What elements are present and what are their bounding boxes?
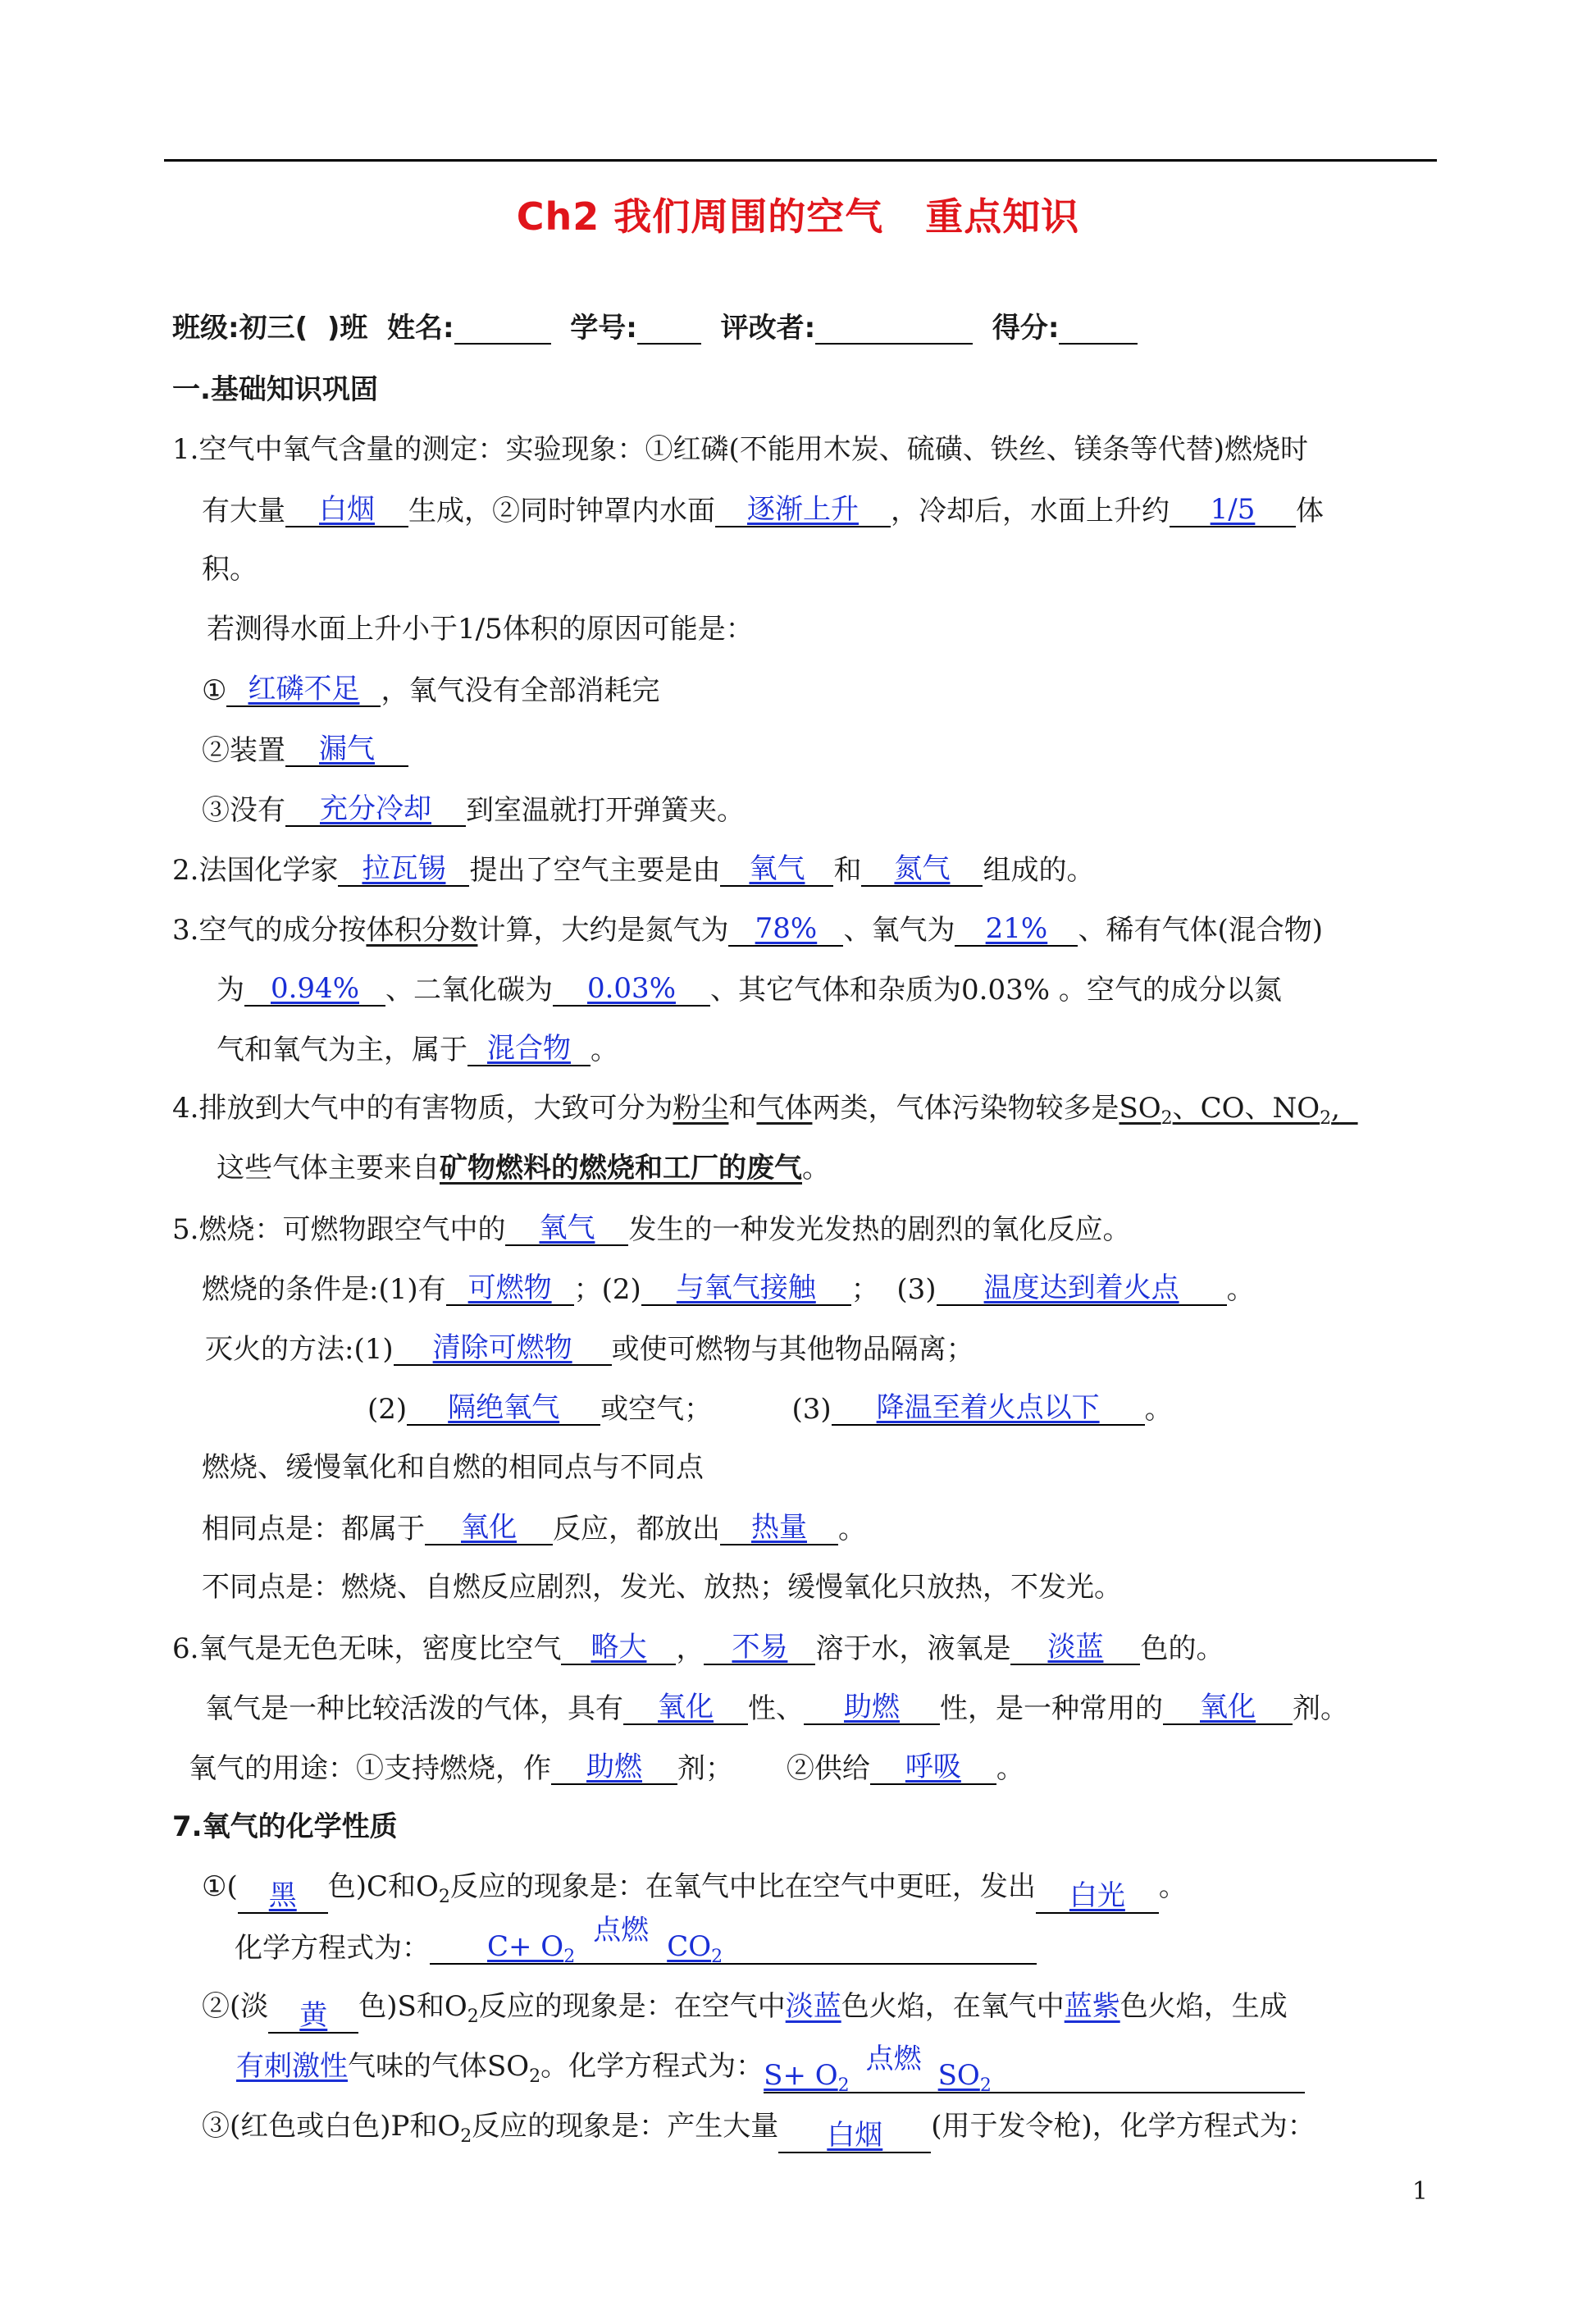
answer: 温度达到着火点 <box>983 1271 1179 1304</box>
q7-line-3: ②(淡 黄 色)S和$O_2$反应的现象是：在空气中淡蓝色火焰，在氧气中蓝紫色火焰，生成 <box>202 1990 1288 2032</box>
q1-line-3: 积。 <box>202 553 258 586</box>
q4-line-2: 这些气体主要来自矿物燃料的燃烧和工厂的废气。 <box>217 1152 830 1185</box>
answer: 1/5 <box>1210 493 1256 526</box>
answer: 降温至着火点以下 <box>876 1391 1100 1424</box>
answer: 略大 <box>591 1631 647 1664</box>
answer: 氧气 <box>539 1212 595 1244</box>
student-id-blank[interactable] <box>637 310 701 345</box>
name-blank[interactable] <box>454 310 551 345</box>
q7-line-1: ①( 黑 色)C和$O_2$反应的现象是：在氧气中比在空气中更旺，发出 白光 。 <box>202 1870 1187 1912</box>
q3-line-3: 气和氧气为主，属于 混合物 。 <box>217 1032 618 1066</box>
q5-line-6: 相同点是：都属于 氧化 反应，都放出 热量 。 <box>202 1511 866 1545</box>
answer: 0.94% <box>270 972 359 1005</box>
top-rule <box>164 159 1437 162</box>
page-number: 1 <box>1411 2177 1428 2206</box>
section-heading: 一.基础知识巩固 <box>172 373 378 406</box>
answer: 拉瓦锡 <box>362 852 446 885</box>
q1-line-6: ②装置 漏气 <box>202 733 408 767</box>
answer: 与氧气接触 <box>676 1271 816 1304</box>
answer: 不易 <box>732 1631 788 1664</box>
answer: 白烟 <box>827 2118 883 2152</box>
answer: 21% <box>985 912 1048 945</box>
answer: 充分冷却 <box>320 792 431 825</box>
answer: 氧化 <box>461 1511 517 1544</box>
answer: 氧化 <box>658 1691 714 1723</box>
q3-line-1: 3.空气的成分按体积分数计算，大约是氮气为 78% 、氧气为 21% 、稀有气体(混合物) <box>172 912 1323 947</box>
answer: 黄 <box>299 1998 328 2032</box>
q1-line-5: ① 红磷不足 ，氧气没有全部消耗完 <box>202 673 660 707</box>
answer: 78% <box>755 912 818 945</box>
q1-line-7: ③没有 充分冷却 到室温就打开弹簧夹。 <box>202 792 745 827</box>
answer: 混合物 <box>487 1032 571 1065</box>
answer: 漏气 <box>319 733 375 765</box>
q5-line-4: (2) 隔绝氧气 或空气； (3) 降温至着火点以下 。 <box>367 1391 1173 1426</box>
answer: 白光 <box>1069 1879 1125 1912</box>
answer: 呼吸 <box>905 1751 961 1783</box>
q7-line-5: ③(红色或白色)P和$O_2$反应的现象是：产生大量 白烟 (用于发令枪)，化学方程式为： <box>202 2110 1316 2152</box>
q7-line-4: 有刺激性气味的气体$SO_2$。化学方程式为：$S+ O_2$点燃 $SO_2$ <box>236 2050 1305 2093</box>
q5-line-3: 灭火的方法:(1) 清除可燃物 或使可燃物与其他物品隔离； <box>205 1331 974 1366</box>
q6-line-2: 氧气是一种比较活泼的气体，具有 氧化 性、 助燃 性，是一种常用的 氧化 剂。 <box>205 1691 1348 1725</box>
q2-line: 2.法国化学家 拉瓦锡 提出了空气主要是由 氧气 和 氮气 组成的。 <box>172 852 1095 887</box>
answer: 有刺激性 <box>236 2050 348 2083</box>
answer: 清除可燃物 <box>432 1331 572 1364</box>
q5-line-1: 5.燃烧：可燃物跟空气中的 氧气 发生的一种发光发热的剧烈的氧化反应。 <box>172 1212 1131 1246</box>
q1-line-1: 1.空气中氧气含量的测定：实验现象：①红磷(不能用木炭、硫磺、铁丝、镁条等代替)燃烧时 <box>172 433 1308 466</box>
answer: 淡蓝 <box>1047 1631 1104 1664</box>
answer: 氧气 <box>749 852 805 885</box>
q5-line-7: 不同点是：燃烧、自燃反应剧烈，发光、放热；缓慢氧化只放热，不发光。 <box>202 1571 1122 1604</box>
answer: 氧化 <box>1200 1691 1256 1723</box>
ignite-condition: 点燃 <box>865 2042 922 2075</box>
page-title: Ch2 我们周围的空气 重点知识 <box>516 194 1080 239</box>
answer: 逐渐上升 <box>747 493 859 526</box>
answer: 热量 <box>751 1511 807 1544</box>
q7-heading: 7.氧气的化学性质 <box>172 1810 398 1843</box>
answer: 隔绝氧气 <box>448 1391 560 1424</box>
q7-line-2: 化学方程式为： $C+ O_2$点燃 $CO_2$ <box>235 1930 1037 1965</box>
q1-line-4: 若测得水面上升小于1/5体积的原因可能是： <box>207 613 754 646</box>
q6-line-1: 6.氧气是无色无味，密度比空气 略大 ， 不易 溶于水，液氧是 淡蓝 色的。 <box>172 1631 1224 1665</box>
answer: 助燃 <box>586 1751 642 1783</box>
student-info-line: 班级:初三( )班 姓名: 学号: 评改者: 得分: <box>172 310 1138 345</box>
q6-line-3: 氧气的用途：①支持燃烧，作 助燃 剂； ②供给 呼吸 。 <box>189 1751 1024 1785</box>
answer: 白烟 <box>319 493 375 526</box>
q5-line-5: 燃烧、缓慢氧化和自燃的相同点与不同点 <box>202 1451 704 1484</box>
answer: 黑 <box>268 1879 297 1912</box>
answer: 红磷不足 <box>248 673 360 705</box>
q1-line-2: 有大量 白烟 生成，②同时钟罩内水面 逐渐上升 ，冷却后，水面上升约 1/5 体 <box>202 493 1324 527</box>
q4-line-1: 4.排放到大气中的有害物质，大致可分为粉尘和气体两类，气体污染物较多是$SO_2$、CO、$NO_2$, <box>172 1092 1340 1129</box>
answer: 助燃 <box>844 1691 900 1723</box>
answer: 氮气 <box>894 852 951 885</box>
q5-line-2: 燃烧的条件是:(1)有 可燃物 ；(2) 与氧气接触 ； (3) 温度达到着火点 。 <box>202 1271 1255 1306</box>
grader-blank[interactable] <box>815 310 973 345</box>
answer: 0.03% <box>586 972 676 1005</box>
ignite-condition: 点燃 <box>593 1914 650 1947</box>
score-blank[interactable] <box>1059 310 1138 345</box>
q3-line-2: 为 0.94% 、二氧化碳为 0.03% 、其它气体和杂质为0.03% 。空气的成分以氮 <box>217 972 1282 1007</box>
answer: 可燃物 <box>467 1271 552 1304</box>
